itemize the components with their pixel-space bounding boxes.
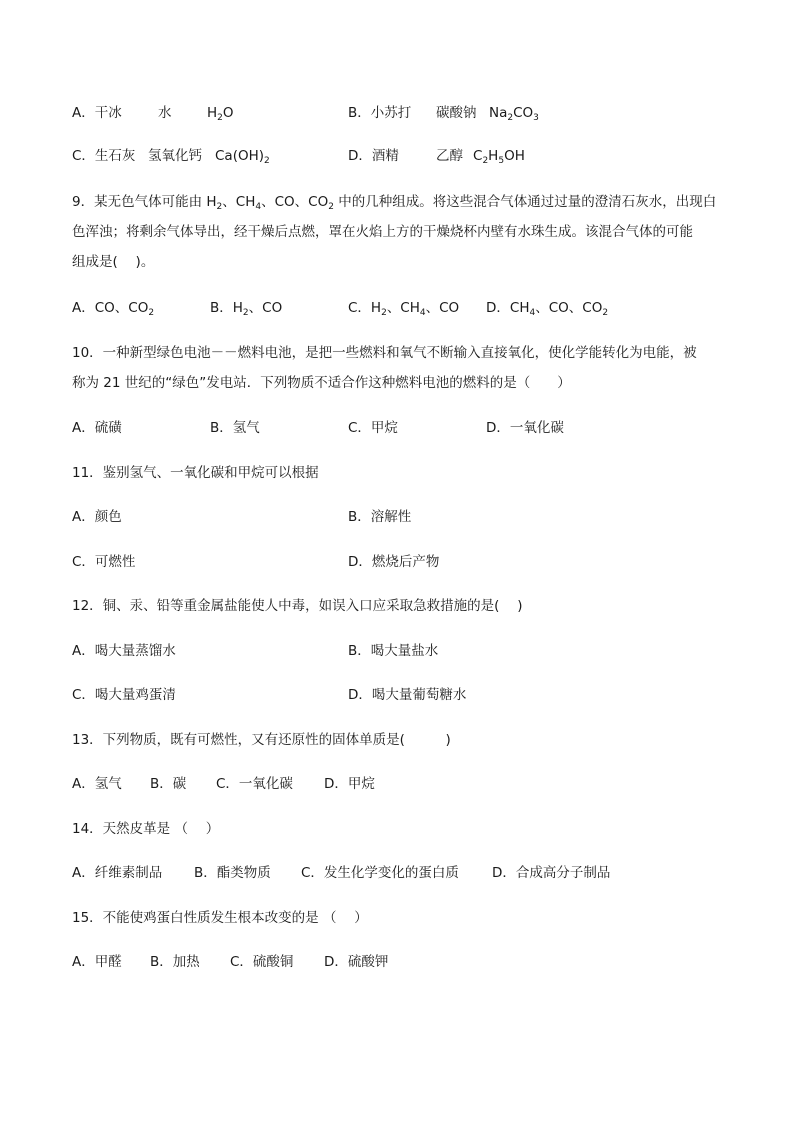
q9-option-b: B．$H_2$、CO <box>210 300 283 318</box>
q10-option-b: B．氢气 <box>210 420 260 436</box>
q12-option-c: C．喝大量鸡蛋清 <box>72 687 176 703</box>
q14-option-d: D．合成高分子制品 <box>492 865 611 881</box>
q12-option-d: D．喝大量葡萄糖水 <box>348 687 467 703</box>
q9-stem-line1: 9．某无色气体可能由 $H_2$、$CH_4$、CO、$CO_2$ 中的几种组成。将这些混合气体通过过量的澄清石灰水，出现白 <box>72 194 717 212</box>
q8-option-c <box>72 147 135 165</box>
q15-stem: 15．不能使鸡蛋白性质发生根本改变的是 （ ） <box>72 910 368 926</box>
q11-option-d: D．燃烧后产物 <box>348 554 440 570</box>
q8-option-a <box>72 104 122 122</box>
q11-option-c: C．可燃性 <box>72 554 136 570</box>
q15-option-c: C．硫酸铜 <box>230 954 294 970</box>
q13-option-d: D．甲烷 <box>324 776 375 792</box>
q9-option-d: D．$CH_4$、CO、$CO_2$ <box>486 300 609 318</box>
q14-option-c: C．发生化学变化的蛋白质 <box>301 865 459 881</box>
q10-option-d: D．一氧化碳 <box>486 420 564 436</box>
q12-option-a: A．喝大量蒸馏水 <box>72 643 176 659</box>
q13-option-b: B．碳 <box>150 776 187 792</box>
q8-option-b-name: 碳酸钠 <box>436 105 477 121</box>
q10-stem-line1: 10．一种新型绿色电池－－燃料电池，是把一些燃料和氧气不断输入直接氧化，使化学能转化为电能，被 <box>72 345 697 361</box>
q15-option-b: B．加热 <box>150 954 200 970</box>
q8-option-d-formula: $C_2H_5OH$ <box>473 148 525 166</box>
q13-option-a: A．氢气 <box>72 776 122 792</box>
q8-option-b <box>348 104 411 122</box>
q8-option-d-name: 乙醇 <box>436 148 463 164</box>
q11-stem: 11．鉴别氢气、一氧化碳和甲烷可以根据 <box>72 465 319 481</box>
q8-option-d <box>348 147 399 165</box>
q14-option-a: A．纤维素制品 <box>72 865 163 881</box>
q9-option-c: C．$H_2$、$CH_4$、CO <box>348 300 460 318</box>
q13-stem: 13．下列物质，既有可燃性，又有还原性的固体单质是( ) <box>72 732 451 748</box>
q9-stem-line2: 色浑浊；将剩余气体导出，经干燥后点燃，罩在火焰上方的干燥烧杯内壁有水珠生成。该混合气体的可能 <box>72 224 693 240</box>
q15-option-a: A．甲醛 <box>72 954 122 970</box>
q8-option-c-formula: $Ca(OH)_2$ <box>215 148 270 166</box>
q12-option-b: B．喝大量盐水 <box>348 643 439 659</box>
q14-option-b: B．酯类物质 <box>194 865 271 881</box>
q11-option-a: A．颜色 <box>72 509 122 525</box>
q12-stem: 12．铜、汞、铅等重金属盐能使人中毒，如误入口应采取急救措施的是( ) <box>72 598 523 614</box>
q10-option-c: C．甲烷 <box>348 420 398 436</box>
q13-option-c: C．一氧化碳 <box>216 776 293 792</box>
q8-option-b-formula: $Na_2CO_3$ <box>489 105 539 123</box>
q8-option-b-label: B．小苏打 <box>348 105 412 121</box>
q10-option-a: A．硫磺 <box>72 420 122 436</box>
q8-option-a-formula: $H_2O$ <box>207 105 234 123</box>
q8-option-c-name: 氢氧化钙 <box>148 148 202 164</box>
q8-option-a-label: A．干冰 <box>72 105 122 121</box>
q10-stem-line2: 称为 21 世纪的“绿色”发电站．下列物质不适合作这种燃料电池的燃料的是（ ） <box>72 375 571 391</box>
q14-stem: 14．天然皮革是 （ ） <box>72 821 220 837</box>
q15-option-d: D．硫酸钾 <box>324 954 389 970</box>
q8-option-a-name: 水 <box>158 105 172 121</box>
q9-option-a: A．CO、$CO_2$ <box>72 300 155 318</box>
q8-option-d-label: D．酒精 <box>348 148 399 164</box>
q11-option-b: B．溶解性 <box>348 509 412 525</box>
q8-option-c-label: C．生石灰 <box>72 148 136 164</box>
q9-stem-line3: 组成是( )。 <box>72 254 155 270</box>
